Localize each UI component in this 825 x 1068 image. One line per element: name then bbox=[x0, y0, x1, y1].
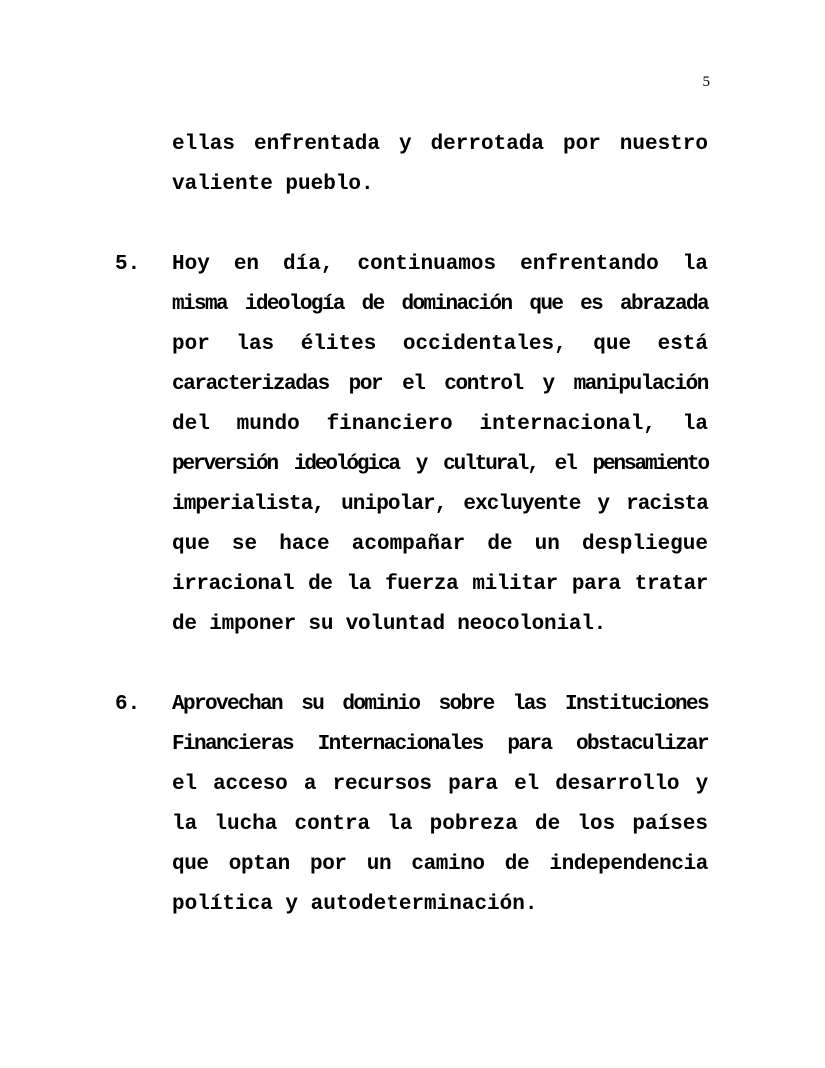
text-line: de imponer su voluntad neocolonial. bbox=[172, 613, 607, 636]
text-line: que se hace acompañar de un despliegue bbox=[172, 533, 708, 556]
page-number: 5 bbox=[702, 74, 710, 90]
text-line: misma ideología de dominación que es abrazada bbox=[172, 293, 708, 316]
text-line: caracterizadas por el control y manipulación bbox=[172, 373, 708, 396]
text-line: por las élites occidentales, que está bbox=[172, 333, 708, 356]
text-line: ellas enfrentada y derrotada por nuestro bbox=[172, 133, 708, 156]
text-line: valiente pueblo. bbox=[172, 173, 374, 196]
text-line: perversión ideológica y cultural, el pensamiento bbox=[172, 453, 708, 476]
text-line: imperialista, unipolar, excluyente y racista bbox=[172, 493, 708, 516]
text-line: irracional de la fuerza militar para tratar bbox=[172, 573, 708, 596]
text-line: Financieras Internacionales para obstaculizar bbox=[172, 733, 708, 756]
text-line: Aprovechan su dominio sobre las Instituciones bbox=[172, 693, 708, 716]
paragraph-number: 6. bbox=[115, 693, 141, 716]
text-line: la lucha contra la pobreza de los países bbox=[172, 813, 708, 836]
text-line: política y autodeterminación. bbox=[172, 893, 538, 916]
text-line: el acceso a recursos para el desarrollo y bbox=[172, 773, 708, 796]
text-line: Hoy en día, continuamos enfrentando la bbox=[172, 253, 708, 276]
text-line: que optan por un camino de independencia bbox=[172, 853, 708, 876]
text-line: del mundo financiero internacional, la bbox=[172, 413, 708, 436]
paragraph-number: 5. bbox=[115, 253, 141, 276]
